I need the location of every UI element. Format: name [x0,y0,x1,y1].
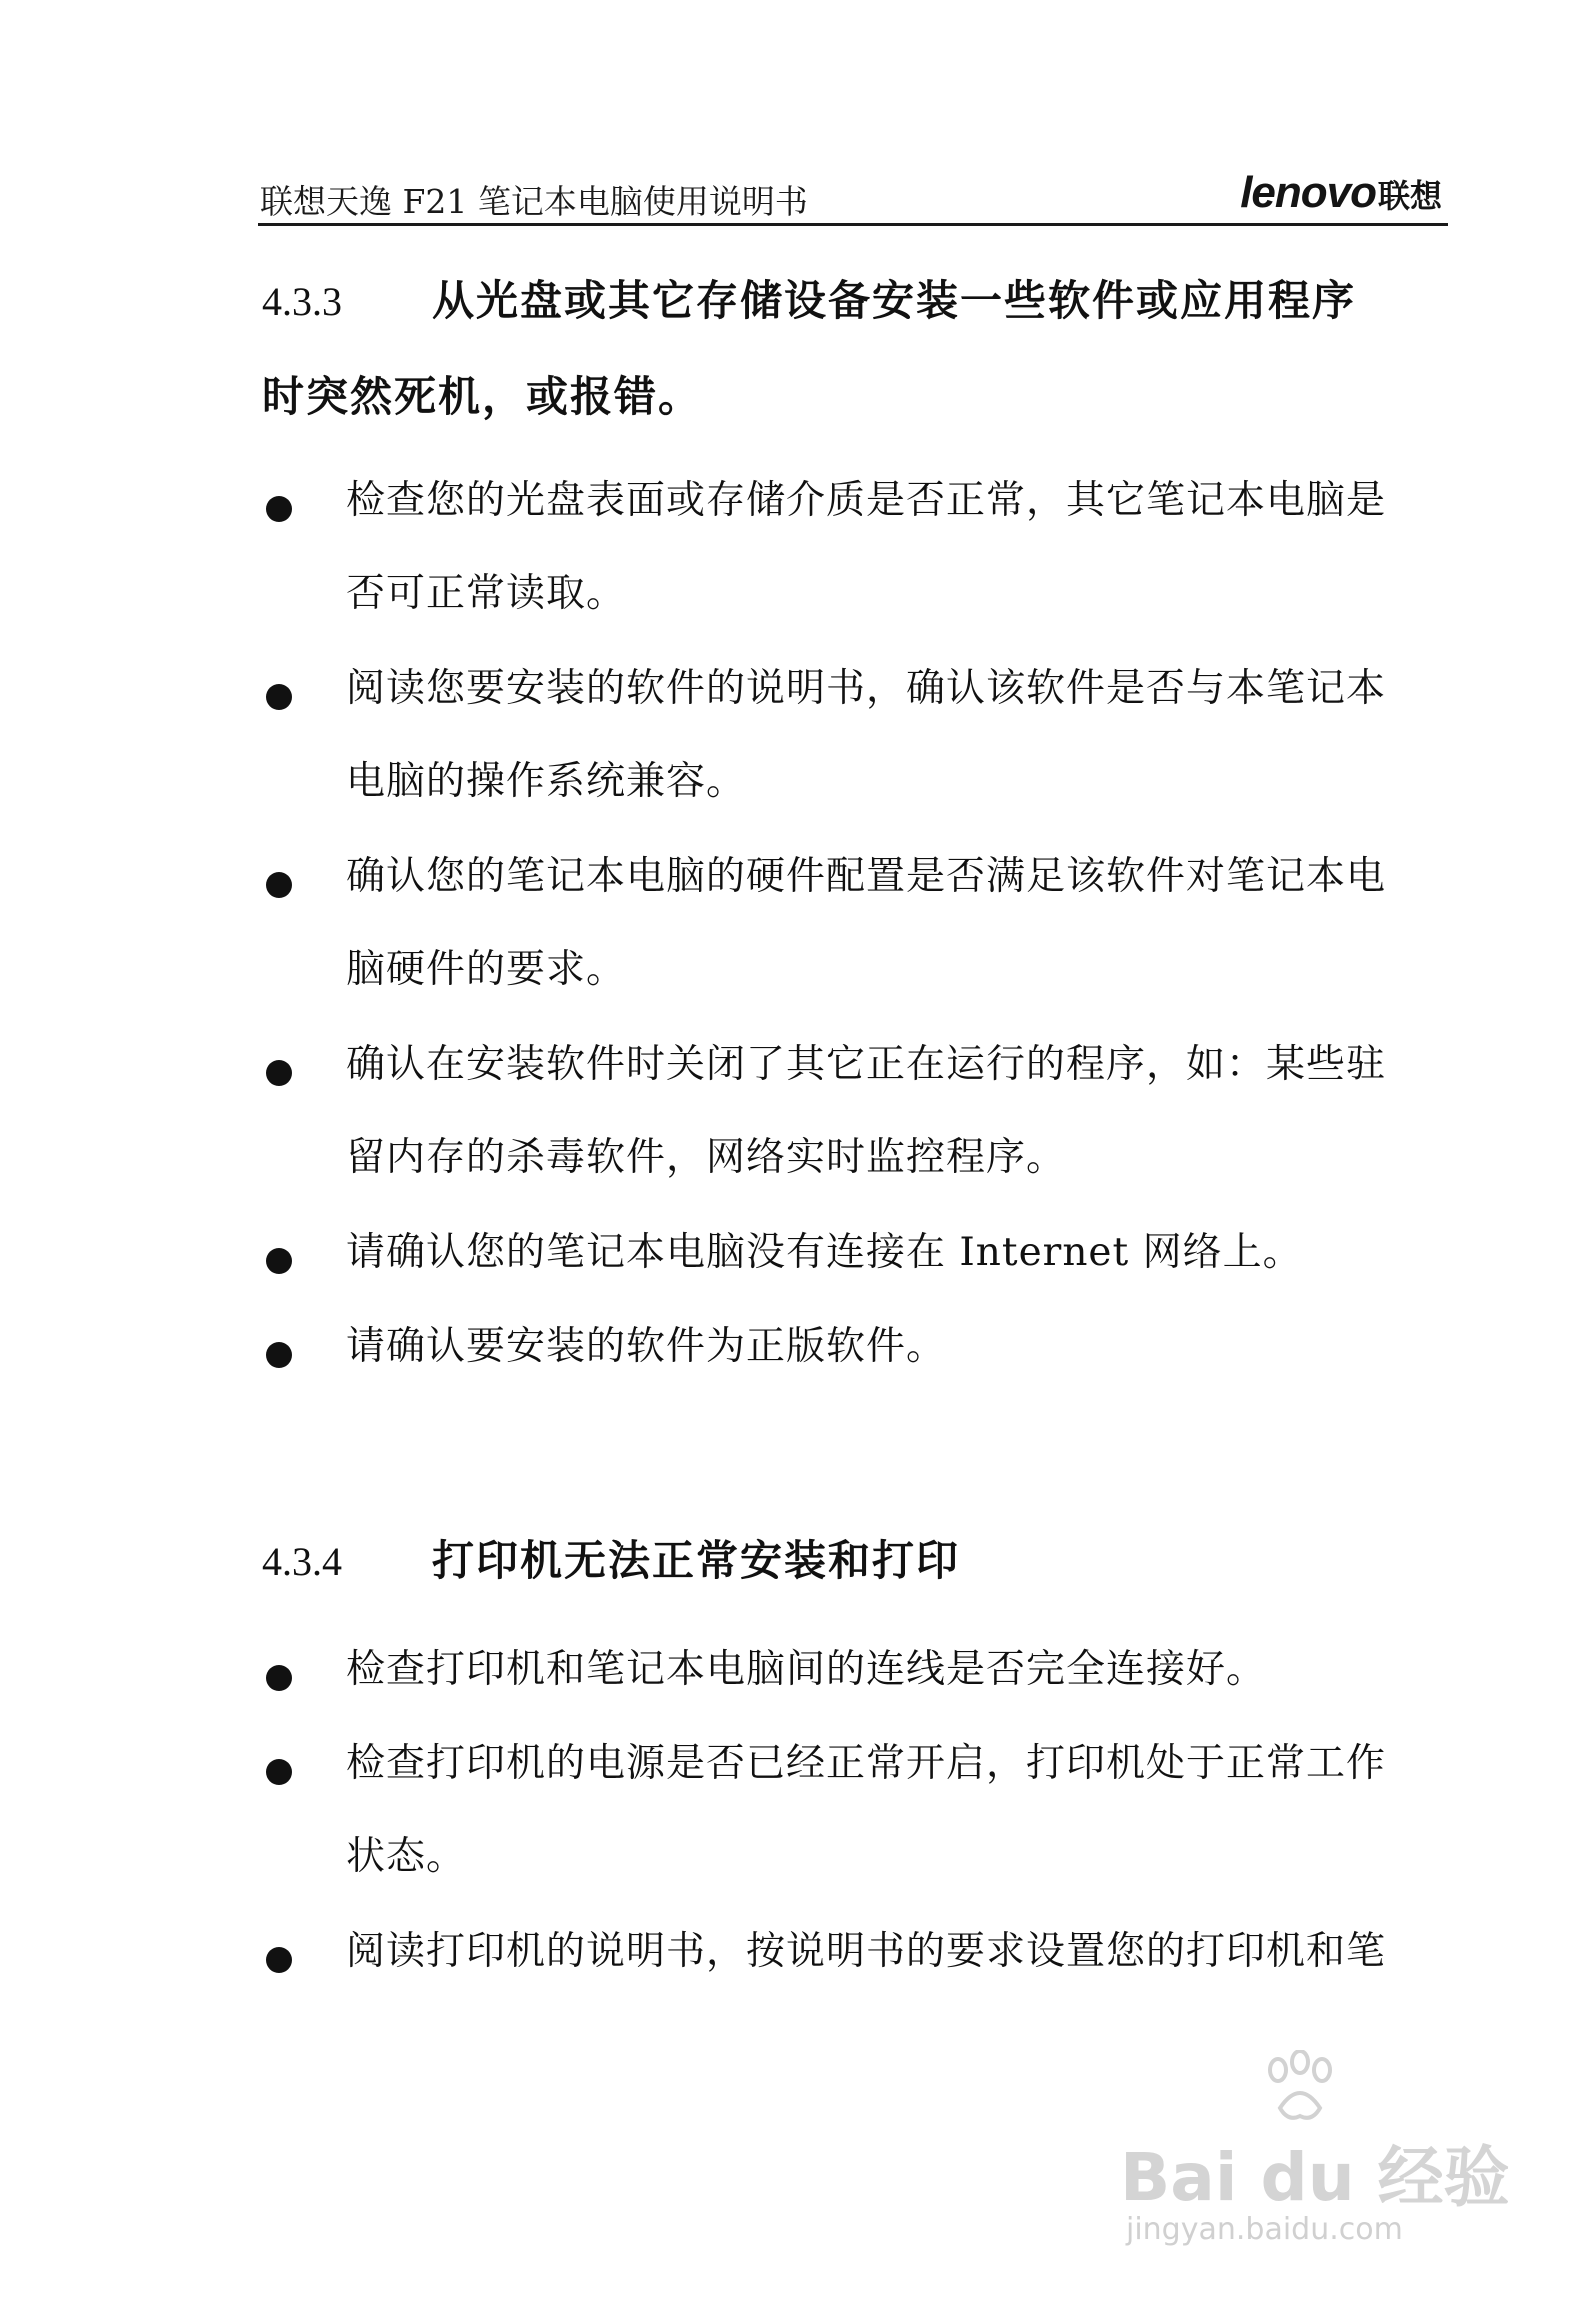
bullet-icon [266,496,292,522]
bullet-line: 电脑的操作系统兼容。 [346,759,747,804]
header-title: 联想天逸 F21 笔记本电脑使用说明书 [260,182,808,221]
bullet-line: 检查打印机和笔记本电脑间的连线是否完全连接好。 [346,1647,1267,1692]
lenovo-logo [1240,168,1442,218]
bullet-icon [266,1947,292,1973]
bullet-line: 检查打印机的电源是否已经正常开启，打印机处于正常工作 [346,1741,1387,1786]
logo-latin-text: lenovo [1240,168,1376,217]
bullet-line: 留内存的杀毒软件，网络实时监控程序。 [346,1135,1067,1180]
bullet-line: 请确认您的笔记本电脑没有连接在 Internet 网络上。 [346,1230,1303,1275]
bullet-line: 确认您的笔记本电脑的硬件配置是否满足该软件对笔记本电 [346,854,1387,899]
bullet-line: 确认在安装软件时关闭了其它正在运行的程序，如：某些驻 [346,1042,1387,1087]
bullet-line: 状态。 [346,1834,467,1879]
logo-chinese-text: 联想 [1377,177,1442,215]
bullet-line: 检查您的光盘表面或存储介质是否正常，其它笔记本电脑是 [346,478,1387,523]
watermark-brand: Bai du 经验 [1120,2139,1510,2216]
baidu-jingyan-watermark [1120,2050,1510,2250]
section-title-line1: 从光盘或其它存储设备安装一些软件或应用程序 [432,276,1357,325]
bullet-line: 阅读打印机的说明书，按说明书的要求设置您的打印机和笔 [346,1929,1387,1974]
bullet-icon [266,1759,292,1785]
section-heading-4-3-4 [262,1528,1452,1588]
bullet-line: 否可正常读取。 [346,571,627,616]
bullet-icon [266,1342,292,1368]
bullet-line: 阅读您要安装的软件的说明书，确认该软件是否与本笔记本 [346,666,1387,711]
section-number: 4.3.4 [262,1539,342,1584]
section-heading-4-3-3 [262,268,1452,424]
header-divider [258,223,1448,226]
bullet-icon [266,1248,292,1274]
paw-icon [1260,2050,1340,2126]
section-title-line1: 打印机无法正常安装和打印 [432,1536,961,1585]
watermark-url: jingyan.baidu.com [1126,2212,1403,2247]
section-title-line2: 时突然死机，或报错。 [262,372,703,421]
bullet-icon [266,684,292,710]
bullet-line: 脑硬件的要求。 [346,947,627,992]
bullet-icon [266,1060,292,1086]
page-header [258,168,1448,224]
bullet-line: 请确认要安装的软件为正版软件。 [346,1324,947,1369]
bullet-icon [266,872,292,898]
section-number: 4.3.3 [262,279,342,324]
bullet-icon [266,1665,292,1691]
